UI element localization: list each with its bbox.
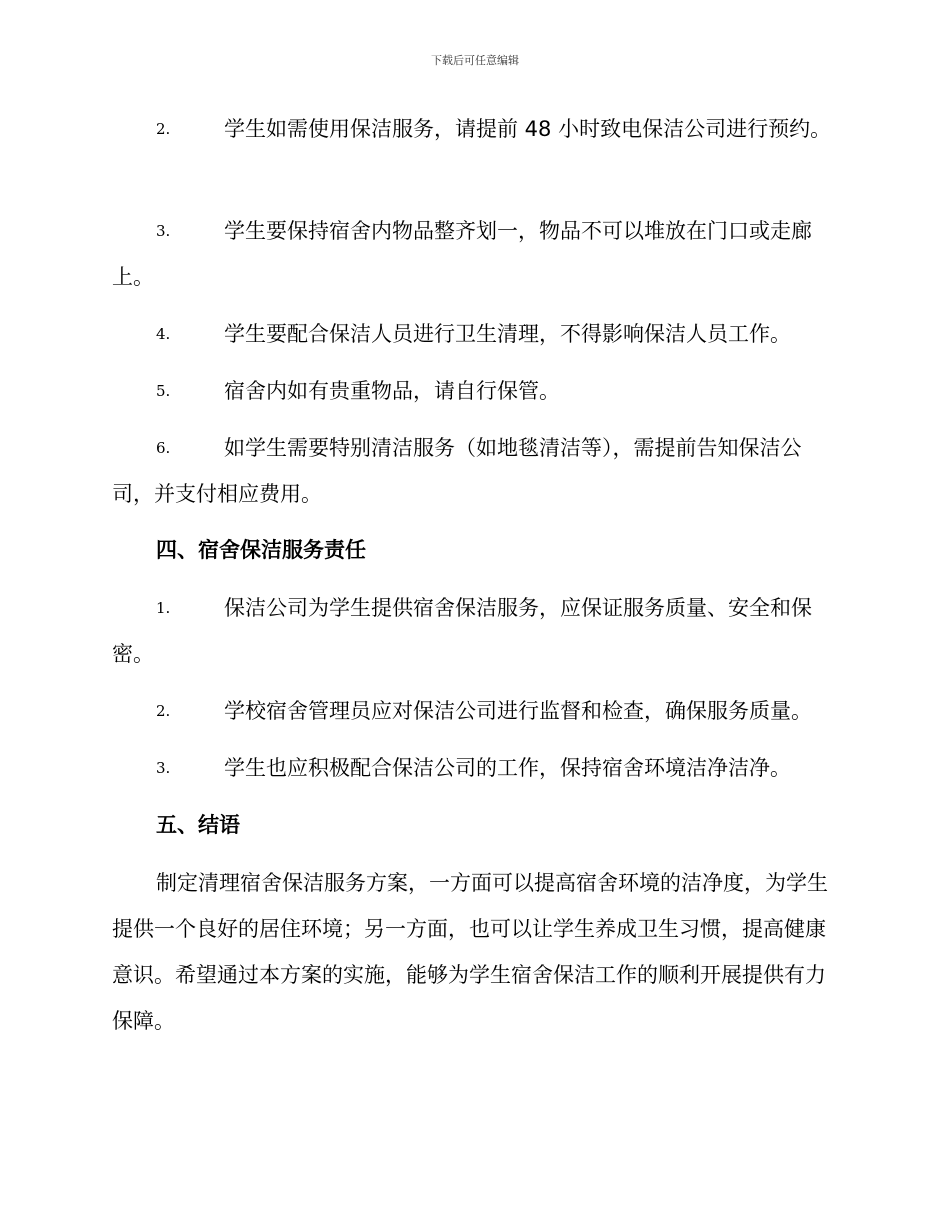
conclusion-paragraph: 制定清理宿舍保洁服务方案，一方面可以提高宿舍环境的洁净度，为学生提供一个良好的居住环境；另一方面，也可以让学生养成卫生习惯，提高健康意识。希望通过本方案的实施，能够为学生宿舍保洁工作的顺利开展提供有力保障。 xyxy=(112,871,828,1033)
page-header-note: 下载后可任意编辑 xyxy=(431,54,519,67)
section-heading: 五、结语 xyxy=(156,813,240,837)
rule-text: 学生要保持宿舍内物品整齐划一，物品不可以堆放在门口或走廊上。 xyxy=(112,219,812,289)
responsibility-number: 3. xyxy=(156,759,171,777)
rule-number: 5. xyxy=(156,382,171,400)
responsibility-number: 2. xyxy=(156,702,171,720)
responsibility-text: 保洁公司为学生提供宿舍保洁服务，应保证服务质量、安全和保密。 xyxy=(112,596,812,666)
rule-text: 学生如需使用保洁服务，请提前 48 小时致电保洁公司进行预约。 xyxy=(224,117,832,141)
rule-text: 如学生需要特别清洁服务（如地毯清洁等），需提前告知保洁公司，并支付相应费用。 xyxy=(112,436,802,506)
responsibility-text: 学校宿舍管理员应对保洁公司进行监督和检查，确保服务质量。 xyxy=(224,699,812,723)
responsibility-number: 1. xyxy=(156,599,171,617)
section-heading: 四、宿舍保洁服务责任 xyxy=(156,538,366,562)
responsibility-text: 学生也应积极配合保洁公司的工作，保持宿舍环境洁净洁净。 xyxy=(224,756,791,780)
rule-number: 2. xyxy=(156,120,171,138)
rule-text: 宿舍内如有贵重物品，请自行保管。 xyxy=(224,379,560,403)
rule-number: 4. xyxy=(156,325,171,343)
rule-number: 3. xyxy=(156,222,171,240)
rule-text: 学生要配合保洁人员进行卫生清理，不得影响保洁人员工作。 xyxy=(224,322,791,346)
rule-number: 6. xyxy=(156,439,171,457)
